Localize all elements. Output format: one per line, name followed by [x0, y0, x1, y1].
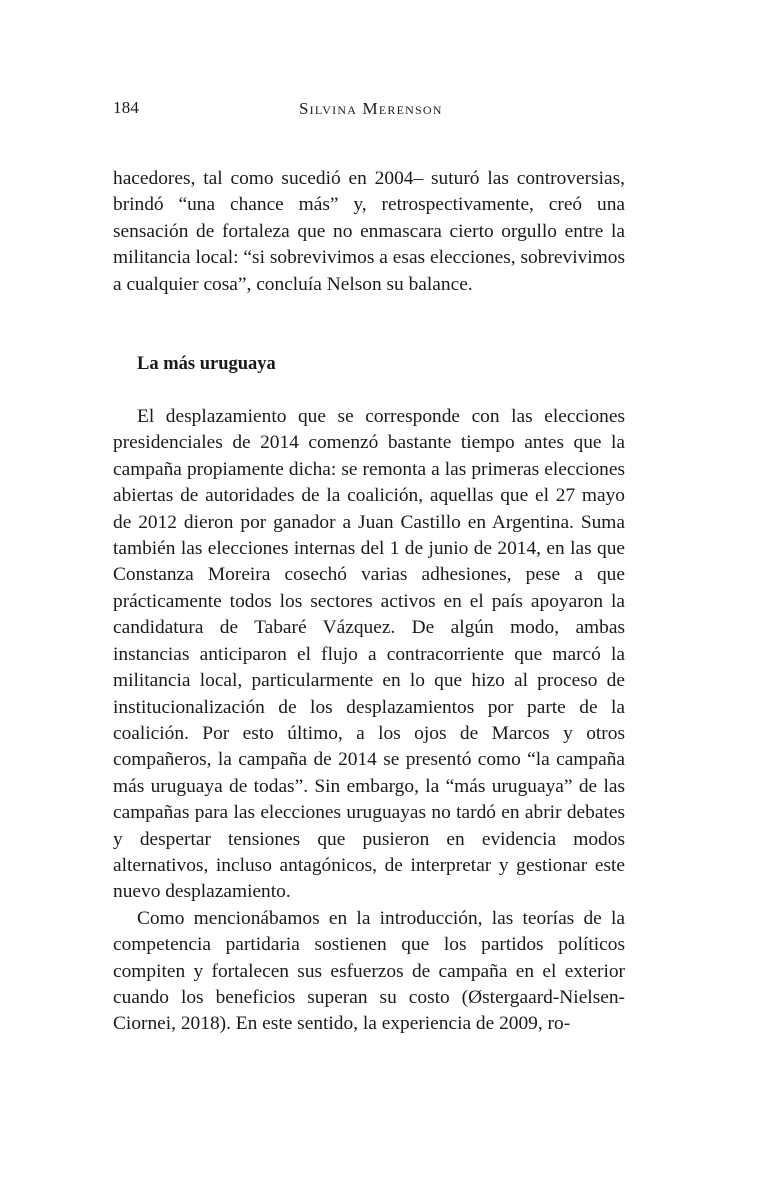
section-spacer: [113, 298, 625, 351]
body-text: [113, 166, 625, 1038]
section-heading: La más uruguaya: [137, 354, 276, 375]
opening-paragraph: hacedores, tal como sucedió en 2004– suturó las controversias, brindó “una chance más” y, retrospectivamente, creó una sensación de fortaleza que no enmascara cierto orgullo entre la militancia local: “si sobrevivimos a esas elecciones, sobrevivimos a cualquier cosa”, concluía Nelson su balance.: [113, 168, 625, 295]
page-number: 184: [113, 98, 140, 117]
running-title: Silvina Merenson: [299, 99, 443, 118]
heading-spacer: [113, 377, 625, 404]
paragraph-1: El desplazamiento que se corresponde con las elecciones presidenciales de 2014 comenzó bastante tiempo antes que la campaña propiamente dicha: se remonta a las primeras elecciones abiertas de autoridades de la coalición, aquellas que el 27 mayo de 2012 dieron por ganador a Juan Castillo en Argentina. Suma también las elecciones internas del 1 de junio de 2014, en las que Constanza Moreira cosechó varias adhesiones, pese a que prácticamente todos los sectores activos en el país apoyaron la candidatura de Tabaré Vázquez. De algún modo, ambas instancias anticiparon el flujo a contracorriente que marcó la militancia local, particularmente en lo que hizo al proceso de institucionalización de los desplazamientos por parte de la coalición. Por esto último, a los ojos de Marcos y otros compañeros, la campaña de 2014 se presentó como “la campaña más uruguaya de todas”. Sin embargo, la “más uruguaya” de las campañas para las elecciones uruguayas no tardó en abrir debates y despertar tensiones que pusieron en evidencia modos alternativos, incluso antagónicos, de interpretar y gestionar este nuevo desplazamiento.: [113, 406, 625, 903]
paragraph-2: Como mencionábamos en la introducción, las teorías de la competencia partidaria sostienen que los partidos políticos compiten y fortalecen sus esfuerzos de campaña en el exterior cuando los beneficios superan su costo (Østergaard-Nielsen-Ciornei, 2018). En este sentido, la experiencia de 2009, ro-: [113, 907, 625, 1035]
running-head: [113, 98, 625, 122]
